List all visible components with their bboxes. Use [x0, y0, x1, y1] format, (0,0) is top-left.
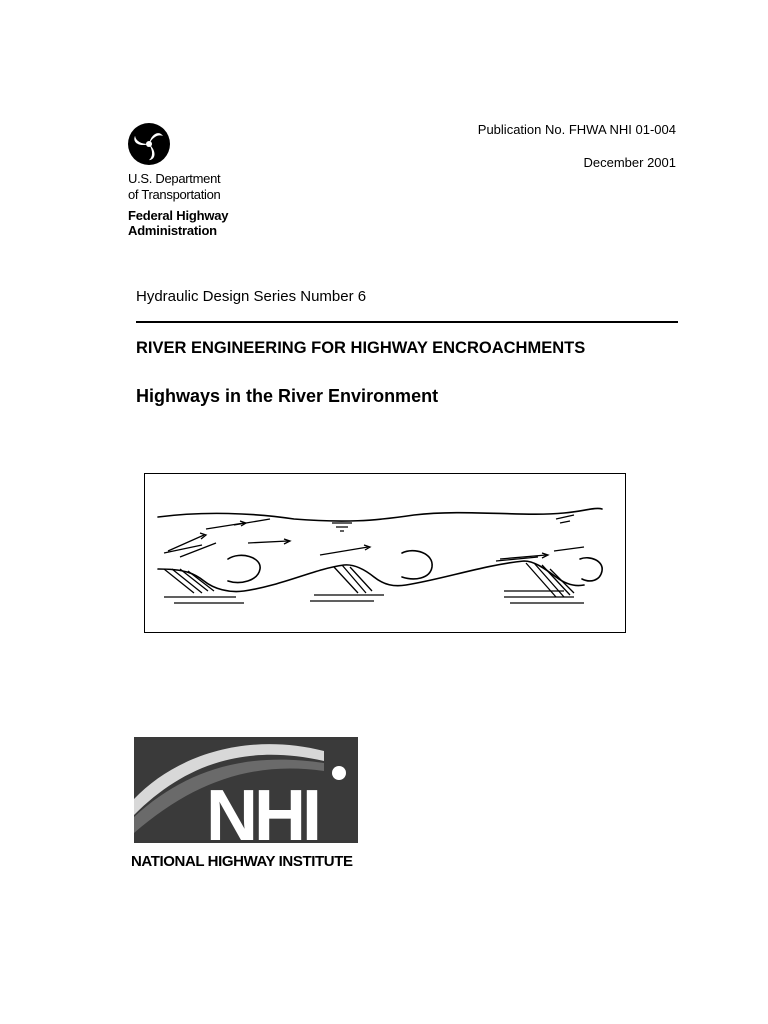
agency-line-2: Administration — [128, 223, 217, 238]
publication-date: December 2001 — [583, 155, 676, 170]
agency-block — [128, 171, 228, 238]
nhi-logo-icon — [134, 737, 358, 843]
nhi-logo-letters: NHI — [206, 776, 318, 843]
river-flow-illustration — [144, 473, 626, 633]
title-divider — [136, 321, 678, 323]
document-title: RIVER ENGINEERING FOR HIGHWAY ENCROACHMENTS — [136, 339, 586, 357]
document-subtitle: Highways in the River Environment — [136, 386, 439, 406]
dot-triskelion-icon — [127, 122, 171, 166]
department-line-1: U.S. Department — [128, 171, 221, 186]
publication-number: Publication No. FHWA NHI 01-004 — [477, 122, 676, 137]
department-line-2: of Transportation — [128, 187, 221, 202]
series-label: Hydraulic Design Series Number 6 — [136, 288, 367, 305]
institute-name: NATIONAL HIGHWAY INSTITUTE — [131, 853, 353, 870]
agency-line-1: Federal Highway — [128, 208, 229, 223]
